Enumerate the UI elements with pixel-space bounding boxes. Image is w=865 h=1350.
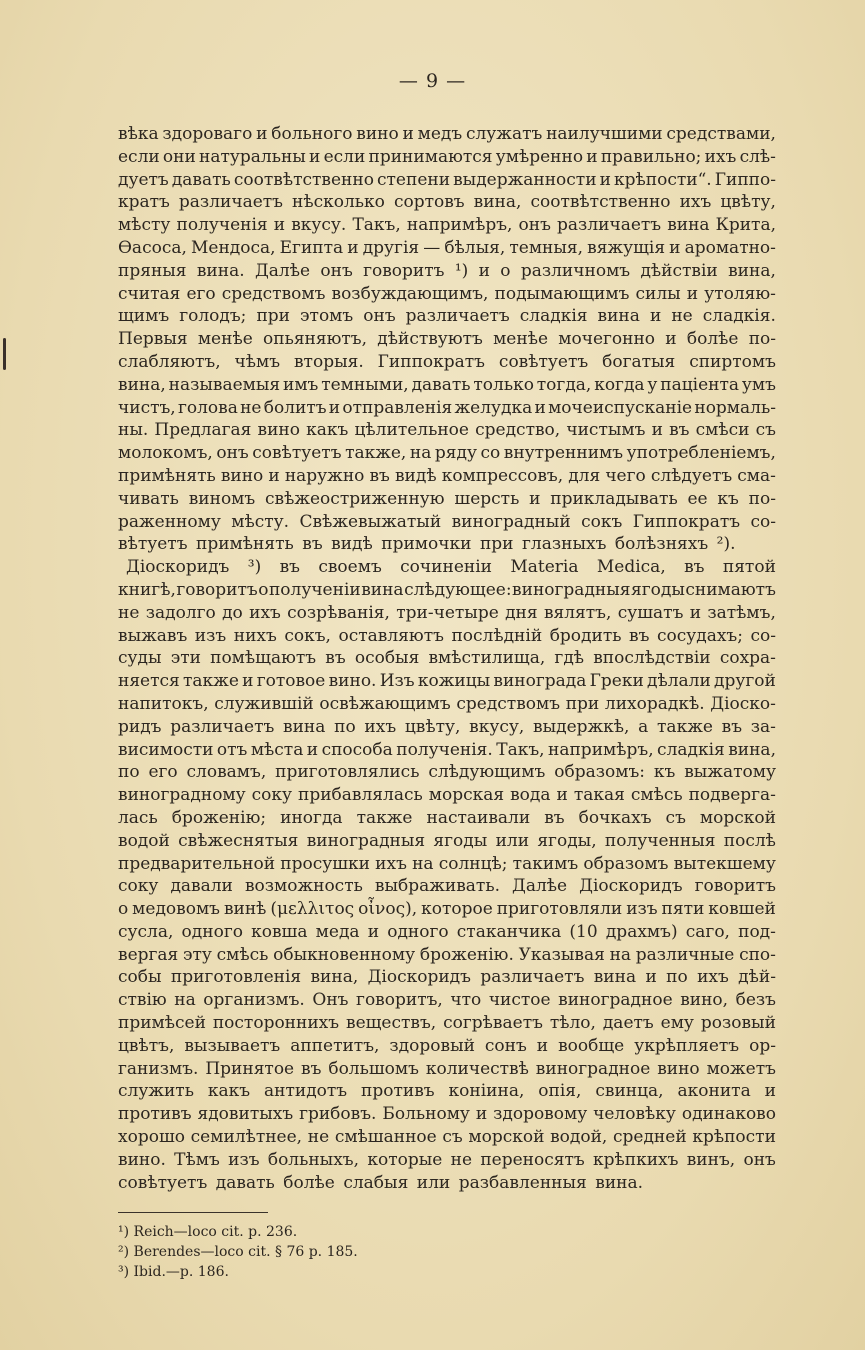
text-line: считая его средствомъ возбуждающимъ, подымающимъ силы и утоляю- [118,283,776,304]
page-edge-mark [3,338,6,370]
text-line: висимости отъ мѣста и способа полученія. Такъ, напримѣръ, сладкія вина, [118,739,776,760]
text-line: противъ ядовитыхъ грибовъ. Больному и здоровому человѣку одинаково [118,1104,776,1125]
text-line: лась броженію; иногда также настаивали въ бочкахъ съ морской [118,807,776,828]
text-line: служить какъ антидотъ противъ коніина, опія, свинца, аконита и [118,1081,776,1102]
text-line: ридъ различаетъ вина по ихъ цвѣту, вкусу, выдержкѣ, а также въ за- [118,716,776,737]
text-line: чивать виномъ свѣжеостриженную шерсть и прикладывать ее къ по- [118,488,776,509]
footnote: ³) Ibid.—p. 186. [118,1264,229,1280]
text-line: водой свѣжеснятыя виноградныя ягоды или ягоды, полученныя послѣ [118,830,776,851]
text-line: не задолго до ихъ созрѣванія, три-четыре дня вялятъ, сушатъ и затѣмъ, [118,602,776,623]
text-line: дуетъ давать соотвѣтственно степени выдержанности и крѣпости“. Гиппо- [118,169,776,190]
text-line: если они натуральны и если принимаются умѣренно и правильно; ихъ слѣ- [118,146,776,167]
text-line: выжавъ изъ нихъ сокъ, оставляютъ послѣдній бродить въ сосудахъ; со- [118,625,776,646]
footnote: ²) Berendes—loco cit. § 76 p. 185. [118,1244,358,1260]
page-number: — 9 — [398,70,467,92]
text-line: Діоскоридъ ³) въ своемъ сочиненіи Materia Medica, въ пятой [126,557,776,578]
text-line: примѣнять вино и наружно въ видѣ компрессовъ, для чего слѣдуетъ сма- [118,465,776,486]
text-line: чистъ, голова не болитъ и отправленія желудка и мочеиспусканіе нормаль- [118,397,776,418]
text-line: предварительной просушки ихъ на солнцѣ; такимъ образомъ вытекшему [118,853,776,874]
text-line: кратъ различаетъ нѣсколько сортовъ вина, соотвѣтственно ихъ цвѣту, [118,192,776,213]
text-line: суды эти помѣщаютъ въ особыя вмѣстилища, гдѣ впослѣдствіи сохра- [118,648,776,669]
text-line: щимъ голодъ; при этомъ онъ различаетъ сладкія вина и не сладкія. [118,306,776,327]
text-line: вино. Тѣмъ изъ больныхъ, которые не переносятъ крѣпкихъ винъ, онъ [118,1149,776,1170]
text-line: ганизмъ. Принятое въ большомъ количествѣ виноградное вино можетъ [118,1058,776,1079]
text-line: совѣтуетъ давать болѣе слабыя или разбавленныя вина. [118,1172,644,1193]
text-line: о медовомъ винѣ (μελλιτος οἶνος), которое приготовляли изъ пяти ковшей [118,899,776,920]
text-line: виноградному соку прибавлялась морская вода и такая смѣсь подверга- [118,785,776,806]
text-line: цвѣтъ, вызываетъ аппетитъ, здоровый сонъ и вообще укрѣпляетъ ор- [118,1035,776,1056]
text-line: вергая эту смѣсь обыкновенному броженію. Указывая на различные спо- [118,944,776,965]
text-line: слабляютъ, чѣмъ вторыя. Гиппократъ совѣтуетъ богатыя спиртомъ [118,351,776,372]
body-text [118,123,776,1194]
text-line: хорошо семилѣтнее, не смѣшанное съ морской водой, средней крѣпости [118,1127,776,1148]
text-line: няется также и готовое вино. Изъ кожицы винограда Греки дѣлали другой [118,671,776,692]
footnote-divider [118,1212,268,1213]
text-line: книгѣ, говоритъ о полученіи вина слѣдующее: виноградныя ягоды снимаютъ [118,579,776,600]
text-line: Первыя менѣе опьяняютъ, дѣйствуютъ менѣе мочегонно и болѣе по- [118,329,776,350]
text-line: раженному мѣсту. Свѣжевыжатый виноградный сокъ Гиппократъ со- [118,511,776,532]
text-line: Ѳасоса, Мендоса, Египта и другія — бѣлыя, темныя, вяжущія и ароматно- [118,237,776,258]
text-line: напитокъ, служившій освѣжающимъ средствомъ при лихорадкѣ. Діоско- [118,693,776,714]
text-line: собы приготовленія вина, Діоскоридъ различаетъ вина и по ихъ дѣй- [118,967,776,988]
footnote: ¹) Reich—loco cit. p. 236. [118,1224,298,1240]
footnotes [118,1222,358,1282]
text-line: молокомъ, онъ совѣтуетъ также, на ряду со внутреннимъ употребленіемъ, [118,443,776,464]
text-line: соку давали возможность выбраживать. Далѣе Діоскоридъ говоритъ [118,876,776,897]
text-line: примѣсей постороннихъ веществъ, согрѣваетъ тѣло, даетъ ему розовый [118,1013,776,1034]
text-line: мѣсту полученія и вкусу. Такъ, напримѣръ, онъ различаетъ вина Крита, [118,215,776,236]
text-line: вина, называемыя имъ темными, давать только тогда, когда у паціента умъ [118,374,776,395]
text-line: ствію на организмъ. Онъ говоритъ, что чистое виноградное вино, безъ [118,990,776,1011]
text-line: вѣка здороваго и больного вино и медъ служатъ наилучшими средствами, [118,124,776,144]
text-line: сусла, одного ковша меда и одного стаканчика (10 драхмъ) саго, под- [118,921,776,942]
text-line: пряныя вина. Далѣе онъ говоритъ ¹) и о различномъ дѣйствіи вина, [118,260,776,281]
text-line: вѣтуетъ примѣнять въ видѣ примочки при глазныхъ болѣзняхъ ²). [118,534,736,555]
text-line: по его словамъ, приготовлялись слѣдующимъ образомъ: къ выжатому [118,762,776,783]
text-line: ны. Предлагая вино какъ цѣлительное средство, чистымъ и въ смѣси съ [118,420,776,441]
